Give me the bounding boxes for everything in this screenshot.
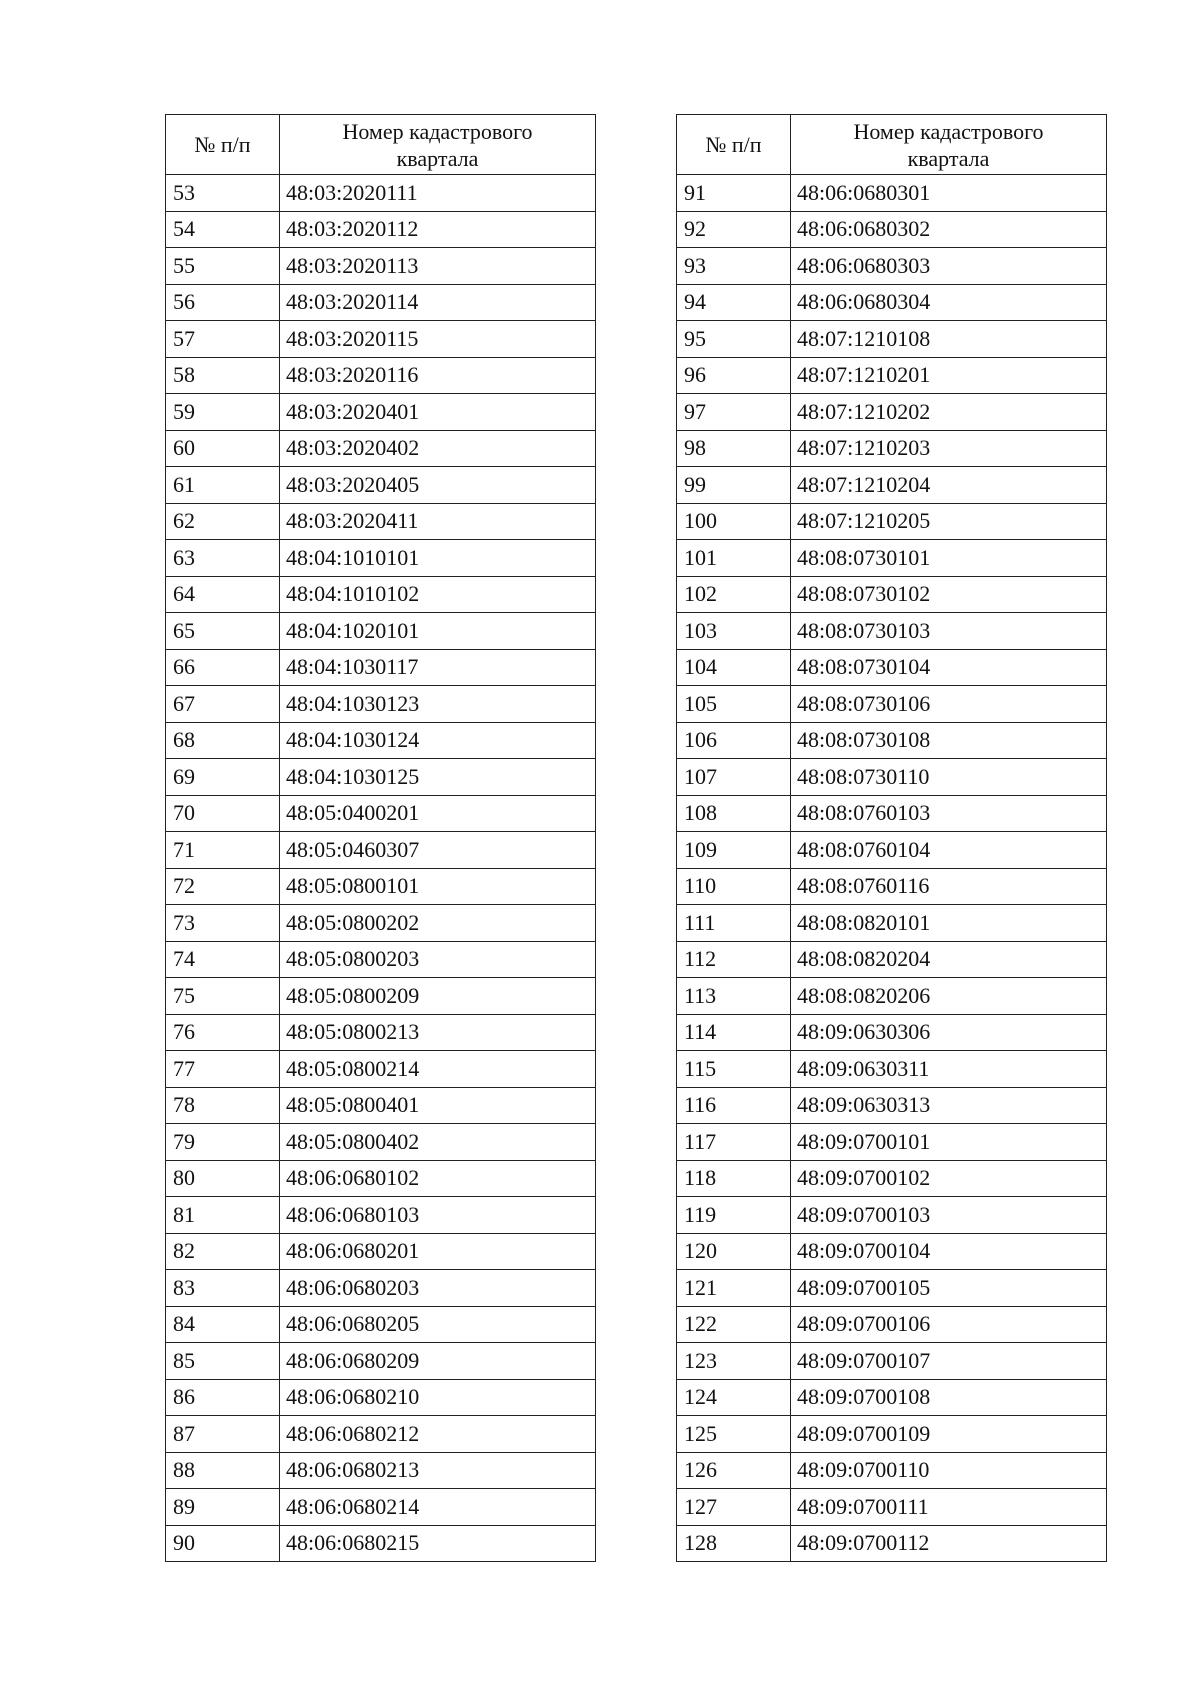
table-row	[166, 686, 596, 723]
table-row	[166, 248, 596, 285]
row-number-cell: 104	[677, 649, 791, 686]
row-number-cell: 80	[166, 1160, 280, 1197]
table-row	[677, 394, 1107, 431]
table-body-right	[677, 175, 1107, 1562]
row-number-cell: 90	[166, 1525, 280, 1562]
cadastral-number-cell: 48:09:0700102	[791, 1160, 1107, 1197]
row-number-cell: 63	[166, 540, 280, 577]
row-number-cell: 62	[166, 503, 280, 540]
cadastral-number-cell: 48:09:0630306	[791, 1014, 1107, 1051]
cadastral-number-cell: 48:04:1030125	[280, 759, 596, 796]
cadastral-number-cell: 48:03:2020115	[280, 321, 596, 358]
table-row	[677, 832, 1107, 869]
row-number-cell: 103	[677, 613, 791, 650]
table-row	[677, 1124, 1107, 1161]
header-num: № п/п	[677, 115, 791, 175]
row-number-cell: 84	[166, 1306, 280, 1343]
cadastral-number-cell: 48:07:1210203	[791, 430, 1107, 467]
table-row	[677, 649, 1107, 686]
cadastral-number-cell: 48:09:0630313	[791, 1087, 1107, 1124]
table-row	[677, 248, 1107, 285]
cadastral-number-cell: 48:06:0680210	[280, 1379, 596, 1416]
table-row	[677, 722, 1107, 759]
cadastral-number-cell: 48:06:0680201	[280, 1233, 596, 1270]
table-body-left	[166, 175, 596, 1562]
row-number-cell: 128	[677, 1525, 791, 1562]
table-row	[677, 540, 1107, 577]
row-number-cell: 114	[677, 1014, 791, 1051]
table-row	[166, 540, 596, 577]
table-row	[677, 175, 1107, 212]
table-row	[166, 503, 596, 540]
cadastral-number-cell: 48:06:0680103	[280, 1197, 596, 1234]
cadastral-number-cell: 48:09:0700110	[791, 1452, 1107, 1489]
row-number-cell: 70	[166, 795, 280, 832]
cadastral-number-cell: 48:04:1020101	[280, 613, 596, 650]
table-row	[166, 941, 596, 978]
table-row	[166, 1489, 596, 1526]
table-row	[677, 686, 1107, 723]
row-number-cell: 89	[166, 1489, 280, 1526]
table-row	[166, 868, 596, 905]
table-row	[166, 284, 596, 321]
table-row	[166, 211, 596, 248]
table-row	[166, 1124, 596, 1161]
cadastral-number-cell: 48:05:0460307	[280, 832, 596, 869]
table-row	[166, 1270, 596, 1307]
cadastral-number-cell: 48:08:0820204	[791, 941, 1107, 978]
table-row	[677, 321, 1107, 358]
cadastral-number-cell: 48:08:0730103	[791, 613, 1107, 650]
cadastral-number-cell: 48:07:1210204	[791, 467, 1107, 504]
cadastral-number-cell: 48:07:1210108	[791, 321, 1107, 358]
row-number-cell: 57	[166, 321, 280, 358]
cadastral-table-right	[676, 114, 1107, 1562]
row-number-cell: 91	[677, 175, 791, 212]
row-number-cell: 110	[677, 868, 791, 905]
table-row	[166, 613, 596, 650]
row-number-cell: 66	[166, 649, 280, 686]
cadastral-number-cell: 48:03:2020112	[280, 211, 596, 248]
row-number-cell: 113	[677, 978, 791, 1015]
cadastral-number-cell: 48:08:0730106	[791, 686, 1107, 723]
cadastral-number-cell: 48:04:1010101	[280, 540, 596, 577]
table-row	[166, 1087, 596, 1124]
row-number-cell: 109	[677, 832, 791, 869]
table-row	[677, 868, 1107, 905]
row-number-cell: 76	[166, 1014, 280, 1051]
row-number-cell: 120	[677, 1233, 791, 1270]
table-row	[677, 795, 1107, 832]
table-row	[677, 1379, 1107, 1416]
cadastral-number-cell: 48:03:2020113	[280, 248, 596, 285]
cadastral-number-cell: 48:07:1210202	[791, 394, 1107, 431]
table-row	[677, 1014, 1107, 1051]
table-header-row	[166, 115, 596, 175]
cadastral-number-cell: 48:03:2020401	[280, 394, 596, 431]
table-row	[166, 795, 596, 832]
cadastral-number-cell: 48:08:0730104	[791, 649, 1107, 686]
cadastral-number-cell: 48:08:0760116	[791, 868, 1107, 905]
table-row	[677, 576, 1107, 613]
row-number-cell: 105	[677, 686, 791, 723]
header-cadastral-line2: квартала	[396, 145, 479, 171]
row-number-cell: 81	[166, 1197, 280, 1234]
row-number-cell: 60	[166, 430, 280, 467]
row-number-cell: 92	[677, 211, 791, 248]
header-cadastral-line1: Номер кадастрового	[853, 118, 1044, 144]
row-number-cell: 121	[677, 1270, 791, 1307]
row-number-cell: 87	[166, 1416, 280, 1453]
table-header-row	[677, 115, 1107, 175]
cadastral-number-cell: 48:03:2020114	[280, 284, 596, 321]
header-num: № п/п	[166, 115, 280, 175]
table-row	[677, 1452, 1107, 1489]
cadastral-number-cell: 48:06:0680304	[791, 284, 1107, 321]
row-number-cell: 86	[166, 1379, 280, 1416]
row-number-cell: 111	[677, 905, 791, 942]
cadastral-number-cell: 48:06:0680203	[280, 1270, 596, 1307]
row-number-cell: 77	[166, 1051, 280, 1088]
cadastral-number-cell: 48:09:0700105	[791, 1270, 1107, 1307]
cadastral-number-cell: 48:09:0700109	[791, 1416, 1107, 1453]
row-number-cell: 82	[166, 1233, 280, 1270]
table-row	[677, 467, 1107, 504]
cadastral-number-cell: 48:09:0700103	[791, 1197, 1107, 1234]
cadastral-number-cell: 48:09:0700111	[791, 1489, 1107, 1526]
cadastral-number-cell: 48:06:0680209	[280, 1343, 596, 1380]
cadastral-number-cell: 48:05:0800214	[280, 1051, 596, 1088]
row-number-cell: 68	[166, 722, 280, 759]
row-number-cell: 126	[677, 1452, 791, 1489]
row-number-cell: 73	[166, 905, 280, 942]
table-row	[166, 1160, 596, 1197]
row-number-cell: 117	[677, 1124, 791, 1161]
row-number-cell: 95	[677, 321, 791, 358]
cadastral-number-cell: 48:06:0680302	[791, 211, 1107, 248]
table-row	[677, 357, 1107, 394]
table-row	[166, 1233, 596, 1270]
cadastral-number-cell: 48:06:0680205	[280, 1306, 596, 1343]
table-row	[677, 1306, 1107, 1343]
row-number-cell: 108	[677, 795, 791, 832]
cadastral-number-cell: 48:03:2020405	[280, 467, 596, 504]
table-row	[677, 503, 1107, 540]
table-row	[166, 1014, 596, 1051]
cadastral-number-cell: 48:08:0730101	[791, 540, 1107, 577]
table-row	[166, 1379, 596, 1416]
cadastral-number-cell: 48:09:0700112	[791, 1525, 1107, 1562]
table-row	[677, 1525, 1107, 1562]
table-row	[166, 649, 596, 686]
table-row	[166, 321, 596, 358]
row-number-cell: 123	[677, 1343, 791, 1380]
row-number-cell: 55	[166, 248, 280, 285]
table-row	[677, 905, 1107, 942]
row-number-cell: 112	[677, 941, 791, 978]
row-number-cell: 96	[677, 357, 791, 394]
table-row	[677, 941, 1107, 978]
table-row	[166, 832, 596, 869]
table-row	[677, 284, 1107, 321]
header-cadastral-line2: квартала	[907, 145, 990, 171]
row-number-cell: 74	[166, 941, 280, 978]
row-number-cell: 119	[677, 1197, 791, 1234]
row-number-cell: 106	[677, 722, 791, 759]
table-row	[677, 430, 1107, 467]
row-number-cell: 58	[166, 357, 280, 394]
row-number-cell: 85	[166, 1343, 280, 1380]
row-number-cell: 93	[677, 248, 791, 285]
row-number-cell: 99	[677, 467, 791, 504]
table-row	[166, 394, 596, 431]
table-row	[166, 978, 596, 1015]
cadastral-number-cell: 48:06:0680303	[791, 248, 1107, 285]
cadastral-number-cell: 48:03:2020411	[280, 503, 596, 540]
row-number-cell: 118	[677, 1160, 791, 1197]
table-row	[166, 430, 596, 467]
row-number-cell: 69	[166, 759, 280, 796]
table-row	[166, 905, 596, 942]
table-row	[677, 1087, 1107, 1124]
table-row	[166, 467, 596, 504]
table-row	[677, 1343, 1107, 1380]
row-number-cell: 107	[677, 759, 791, 796]
cadastral-number-cell: 48:05:0800402	[280, 1124, 596, 1161]
cadastral-number-cell: 48:06:0680301	[791, 175, 1107, 212]
table-row	[166, 1525, 596, 1562]
cadastral-number-cell: 48:09:0630311	[791, 1051, 1107, 1088]
table-row	[166, 1452, 596, 1489]
row-number-cell: 53	[166, 175, 280, 212]
header-cadastral-number	[280, 115, 596, 175]
cadastral-number-cell: 48:06:0680102	[280, 1160, 596, 1197]
row-number-cell: 64	[166, 576, 280, 613]
cadastral-number-cell: 48:04:1030117	[280, 649, 596, 686]
row-number-cell: 79	[166, 1124, 280, 1161]
cadastral-number-cell: 48:06:0680212	[280, 1416, 596, 1453]
row-number-cell: 98	[677, 430, 791, 467]
table-row	[677, 978, 1107, 1015]
row-number-cell: 115	[677, 1051, 791, 1088]
table-row	[677, 1051, 1107, 1088]
cadastral-number-cell: 48:04:1030123	[280, 686, 596, 723]
row-number-cell: 88	[166, 1452, 280, 1489]
row-number-cell: 72	[166, 868, 280, 905]
table-row	[166, 1051, 596, 1088]
row-number-cell: 124	[677, 1379, 791, 1416]
row-number-cell: 101	[677, 540, 791, 577]
cadastral-number-cell: 48:05:0800213	[280, 1014, 596, 1051]
cadastral-number-cell: 48:03:2020111	[280, 175, 596, 212]
row-number-cell: 65	[166, 613, 280, 650]
cadastral-number-cell: 48:05:0800401	[280, 1087, 596, 1124]
cadastral-number-cell: 48:08:0820206	[791, 978, 1107, 1015]
row-number-cell: 71	[166, 832, 280, 869]
cadastral-number-cell: 48:07:1210205	[791, 503, 1107, 540]
table-row	[677, 759, 1107, 796]
row-number-cell: 67	[166, 686, 280, 723]
table-row	[166, 357, 596, 394]
table-row	[677, 1233, 1107, 1270]
cadastral-number-cell: 48:05:0800209	[280, 978, 596, 1015]
cadastral-number-cell: 48:05:0800202	[280, 905, 596, 942]
row-number-cell: 97	[677, 394, 791, 431]
cadastral-number-cell: 48:09:0700108	[791, 1379, 1107, 1416]
header-cadastral-line1: Номер кадастрового	[342, 118, 533, 144]
row-number-cell: 78	[166, 1087, 280, 1124]
cadastral-table-left	[165, 114, 596, 1562]
cadastral-number-cell: 48:09:0700104	[791, 1233, 1107, 1270]
cadastral-number-cell: 48:06:0680214	[280, 1489, 596, 1526]
cadastral-number-cell: 48:08:0730108	[791, 722, 1107, 759]
cadastral-number-cell: 48:03:2020402	[280, 430, 596, 467]
cadastral-number-cell: 48:08:0760104	[791, 832, 1107, 869]
table-row	[677, 211, 1107, 248]
cadastral-number-cell: 48:07:1210201	[791, 357, 1107, 394]
table-row	[677, 1160, 1107, 1197]
table-row	[677, 1270, 1107, 1307]
cadastral-number-cell: 48:09:0700107	[791, 1343, 1107, 1380]
cadastral-number-cell: 48:03:2020116	[280, 357, 596, 394]
table-row	[166, 1343, 596, 1380]
table-row	[677, 1489, 1107, 1526]
row-number-cell: 100	[677, 503, 791, 540]
cadastral-number-cell: 48:05:0800203	[280, 941, 596, 978]
row-number-cell: 127	[677, 1489, 791, 1526]
cadastral-number-cell: 48:08:0820101	[791, 905, 1107, 942]
table-row	[166, 722, 596, 759]
row-number-cell: 102	[677, 576, 791, 613]
table-row	[677, 613, 1107, 650]
row-number-cell: 94	[677, 284, 791, 321]
row-number-cell: 54	[166, 211, 280, 248]
cadastral-number-cell: 48:08:0730110	[791, 759, 1107, 796]
row-number-cell: 125	[677, 1416, 791, 1453]
row-number-cell: 116	[677, 1087, 791, 1124]
cadastral-number-cell: 48:08:0760103	[791, 795, 1107, 832]
table-row	[166, 1416, 596, 1453]
table-row	[166, 1306, 596, 1343]
table-row	[166, 759, 596, 796]
table-row	[677, 1416, 1107, 1453]
cadastral-number-cell: 48:06:0680213	[280, 1452, 596, 1489]
cadastral-number-cell: 48:04:1030124	[280, 722, 596, 759]
cadastral-number-cell: 48:09:0700101	[791, 1124, 1107, 1161]
cadastral-number-cell: 48:04:1010102	[280, 576, 596, 613]
row-number-cell: 56	[166, 284, 280, 321]
table-row	[166, 576, 596, 613]
row-number-cell: 122	[677, 1306, 791, 1343]
cadastral-number-cell: 48:05:0400201	[280, 795, 596, 832]
row-number-cell: 75	[166, 978, 280, 1015]
cadastral-number-cell: 48:06:0680215	[280, 1525, 596, 1562]
row-number-cell: 59	[166, 394, 280, 431]
row-number-cell: 61	[166, 467, 280, 504]
table-row	[166, 1197, 596, 1234]
header-cadastral-number	[791, 115, 1107, 175]
table-row	[677, 1197, 1107, 1234]
cadastral-number-cell: 48:05:0800101	[280, 868, 596, 905]
row-number-cell: 83	[166, 1270, 280, 1307]
cadastral-number-cell: 48:08:0730102	[791, 576, 1107, 613]
cadastral-number-cell: 48:09:0700106	[791, 1306, 1107, 1343]
table-row	[166, 175, 596, 212]
